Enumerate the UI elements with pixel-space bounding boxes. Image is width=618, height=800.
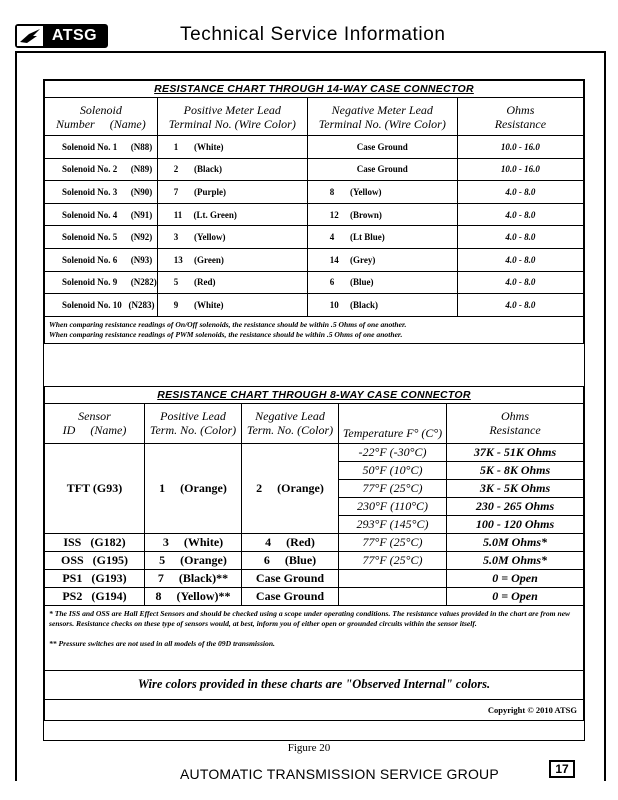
sensor-cell: PS1 (G193) [45, 569, 145, 587]
negative-lead-cell: 8 (Yellow) [307, 181, 457, 204]
solenoid-cell: Solenoid No. 9 (N282) [45, 271, 158, 294]
resistance-chart-8-way [44, 386, 584, 721]
ohms-cell: 4.0 - 8.0 [457, 248, 583, 271]
negative-lead-cell: 4 (Lt Blue) [307, 226, 457, 249]
temperature-cell [339, 569, 447, 587]
positive-lead-cell: 1 (Orange) [145, 443, 242, 533]
negative-lead-cell: 6 (Blue) [242, 551, 339, 569]
positive-lead-cell: 9 (White) [157, 294, 307, 317]
solenoid-cell: Solenoid No. 1 (N88) [45, 136, 158, 159]
table-row [45, 158, 584, 181]
ohms-cell: 5K - 8K Ohms [447, 461, 584, 479]
ohms-cell: 5.0M Ohms* [447, 551, 584, 569]
title-rule [15, 51, 606, 53]
chart-title: RESISTANCE CHART THROUGH 14-WAY CASE CONNECTOR [45, 81, 584, 98]
col-header-positive: Positive Lead Term. No. (Color) [145, 403, 242, 443]
positive-lead-cell: 2 (Black) [157, 158, 307, 181]
logo-text: ATSG [43, 26, 106, 46]
ohms-cell: 37K - 51K Ohms [447, 443, 584, 461]
ohms-cell: 5.0M Ohms* [447, 533, 584, 551]
col-header-solenoid: Solenoid Number (Name) [45, 98, 158, 136]
table-header [45, 98, 584, 136]
solenoid-cell: Solenoid No. 6 (N93) [45, 248, 158, 271]
note: When comparing resistance readings of On/Off solenoids, the resistance should be within .5 Ohms of one another. When comparing resistance readings of PWM solenoids, the resistance should be within .5 Ohms of one another. [45, 316, 584, 343]
right-border [604, 51, 606, 781]
positive-lead-cell: 1 (White) [157, 136, 307, 159]
table-row [45, 226, 584, 249]
temperature-cell: 77°F (25°C) [339, 479, 447, 497]
ohms-cell: 100 - 120 Ohms [447, 515, 584, 533]
page-number: 17 [549, 760, 575, 778]
table-header [45, 403, 584, 443]
positive-lead-cell: 3 (White) [145, 533, 242, 551]
table-row [45, 248, 584, 271]
ohms-cell: 230 - 265 Ohms [447, 497, 584, 515]
positive-lead-cell: 8 (Yellow)** [145, 587, 242, 605]
copyright: Copyright © 2010 ATSG [45, 699, 584, 720]
positive-lead-cell: 3 (Yellow) [157, 226, 307, 249]
temperature-cell: 230°F (110°C) [339, 497, 447, 515]
table-row [45, 181, 584, 204]
ohms-cell: 0 = Open [447, 587, 584, 605]
negative-lead-cell: 4 (Red) [242, 533, 339, 551]
sensor-cell: OSS (G195) [45, 551, 145, 569]
table-row [45, 569, 584, 587]
resistance-chart-14-way [44, 80, 584, 344]
sensor-cell: TFT (G93) [45, 443, 145, 533]
eagle-icon [17, 26, 43, 46]
sensor-cell: PS2 (G194) [45, 587, 145, 605]
negative-lead-cell: Case Ground [242, 587, 339, 605]
table-row [45, 136, 584, 159]
positive-lead-cell: 5 (Orange) [145, 551, 242, 569]
temperature-cell: -22°F (-30°C) [339, 443, 447, 461]
solenoid-cell: Solenoid No. 5 (N92) [45, 226, 158, 249]
left-border [15, 51, 17, 781]
sensor-cell: ISS (G182) [45, 533, 145, 551]
table-row [45, 203, 584, 226]
temperature-cell: 77°F (25°C) [339, 533, 447, 551]
positive-lead-cell: 5 (Red) [157, 271, 307, 294]
table-row [45, 551, 584, 569]
content-frame [43, 79, 585, 741]
table-row [45, 294, 584, 317]
temperature-cell [339, 587, 447, 605]
table-row [45, 587, 584, 605]
col-header-negative: Negative Lead Term. No. (Color) [242, 403, 339, 443]
positive-lead-cell: 11 (Lt. Green) [157, 203, 307, 226]
negative-lead-cell: 14 (Grey) [307, 248, 457, 271]
solenoid-cell: Solenoid No. 3 (N90) [45, 181, 158, 204]
ohms-cell: 3K - 5K Ohms [447, 479, 584, 497]
table-row [45, 443, 584, 461]
positive-lead-cell: 13 (Green) [157, 248, 307, 271]
table-row [45, 533, 584, 551]
ohms-cell: 4.0 - 8.0 [457, 203, 583, 226]
temperature-cell: 77°F (25°C) [339, 551, 447, 569]
footer: AUTOMATIC TRANSMISSION SERVICE GROUP [180, 766, 499, 782]
col-header-sensor: Sensor ID (Name) [45, 403, 145, 443]
ohms-cell: 10.0 - 16.0 [457, 136, 583, 159]
ohms-cell: 0 = Open [447, 569, 584, 587]
negative-lead-cell: 10 (Black) [307, 294, 457, 317]
ohms-cell: 4.0 - 8.0 [457, 294, 583, 317]
chart-title: RESISTANCE CHART THROUGH 8-WAY CASE CONNECTOR [45, 386, 584, 403]
negative-lead-cell: Case Ground [242, 569, 339, 587]
spacer [44, 344, 584, 386]
figure-caption: Figure 20 [287, 742, 331, 754]
negative-lead-cell: 6 (Blue) [307, 271, 457, 294]
negative-lead-cell: Case Ground [307, 136, 457, 159]
ohms-cell: 4.0 - 8.0 [457, 181, 583, 204]
col-header-ohms: Ohms Resistance [447, 403, 584, 443]
solenoid-cell: Solenoid No. 10 (N283) [45, 294, 158, 317]
wire-color-note: Wire colors provided in these charts are "Observed Internal" colors. [45, 670, 584, 699]
solenoid-cell: Solenoid No. 2 (N89) [45, 158, 158, 181]
atsg-logo [15, 24, 108, 48]
col-header-positive: Positive Meter Lead Terminal No. (Wire Color) [157, 98, 307, 136]
col-header-negative: Negative Meter Lead Terminal No. (Wire Color) [307, 98, 457, 136]
col-header-temperature: Temperature F° (C°) [339, 403, 447, 443]
temperature-cell: 293°F (145°C) [339, 515, 447, 533]
positive-lead-cell: 7 (Black)** [145, 569, 242, 587]
ohms-cell: 4.0 - 8.0 [457, 226, 583, 249]
page-title: Technical Service Information [180, 24, 446, 45]
col-header-ohms: Ohms Resistance [457, 98, 583, 136]
negative-lead-cell: 2 (Orange) [242, 443, 339, 533]
solenoid-cell: Solenoid No. 4 (N91) [45, 203, 158, 226]
positive-lead-cell: 7 (Purple) [157, 181, 307, 204]
negative-lead-cell: Case Ground [307, 158, 457, 181]
negative-lead-cell: 12 (Brown) [307, 203, 457, 226]
sensor-note: * The ISS and OSS are Hall Effect Sensors and should be checked using a scope under operating conditions. The resistance values provided in the chart are from new sensors. Resistance checks on these type of sensors would, at best, inform you of either open or grounded circuits within the sensor itself. ** Pressure switches are not used in all models of the 09D transmission. [45, 605, 584, 670]
temperature-cell: 50°F (10°C) [339, 461, 447, 479]
table-row [45, 271, 584, 294]
ohms-cell: 10.0 - 16.0 [457, 158, 583, 181]
ohms-cell: 4.0 - 8.0 [457, 271, 583, 294]
